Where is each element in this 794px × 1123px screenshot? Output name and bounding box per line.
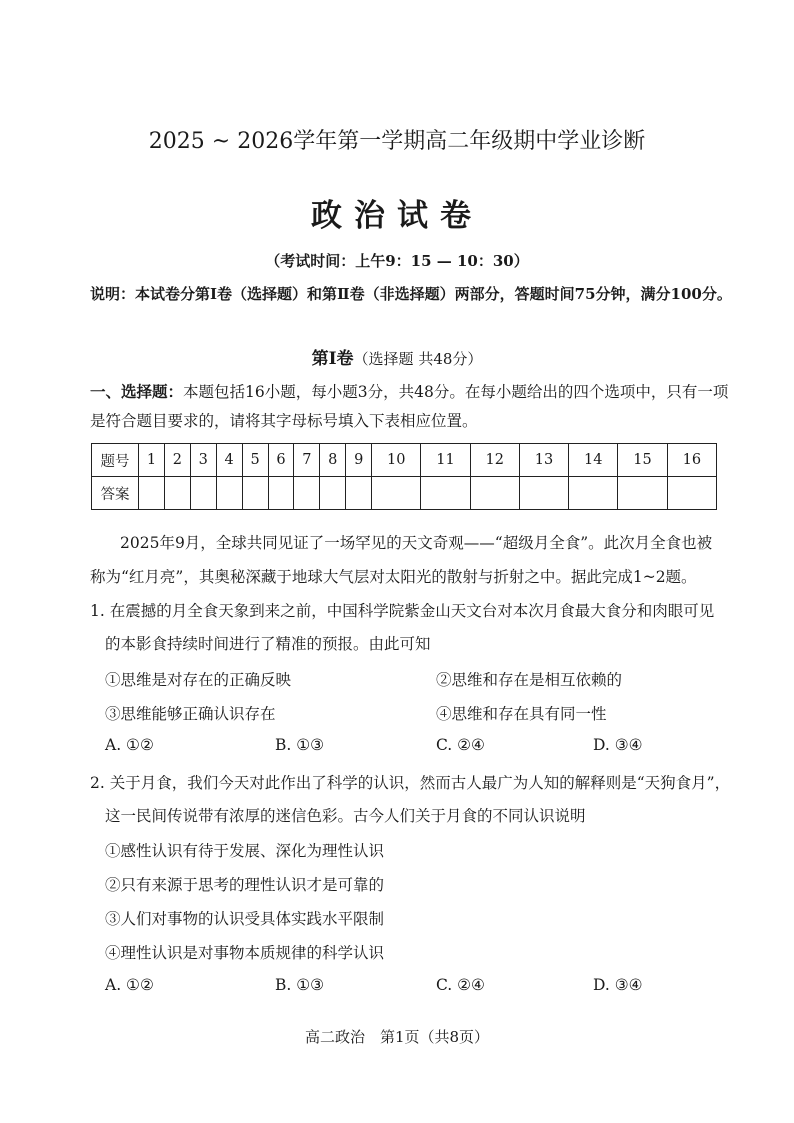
question-2-item-3: ③人们对事物的认识受具体实践水平限制 xyxy=(105,910,385,928)
question-number-cell: 8 xyxy=(320,444,346,477)
question-number-cell: 12 xyxy=(470,444,519,477)
answer-cell[interactable] xyxy=(421,477,470,510)
question-1-choice-a[interactable]: A. ①② xyxy=(105,736,154,754)
answer-cell[interactable] xyxy=(139,477,165,510)
question-2-stem-line1: 2. 关于月食，我们今天对此作出了科学的认识，然而古人最广为人知的解释则是“天狗食月”， xyxy=(90,774,731,792)
page-footer: 高二政治 第1页（共8页） xyxy=(304,1028,490,1046)
question-2-choice-d[interactable]: D. ③④ xyxy=(593,976,643,994)
exam-note: 说明：本试卷分第Ⅰ卷（选择题）和第Ⅱ卷（非选择题）两部分，答题时间75分钟，满分100分。 xyxy=(90,285,732,303)
answer-cell[interactable] xyxy=(190,477,216,510)
passage-line1: 2025年9月，全球共同见证了一场罕见的天文奇观——“超级月全食”。此次月全食也被 xyxy=(120,534,713,552)
question-number-cell: 1 xyxy=(139,444,165,477)
question-number-cell: 15 xyxy=(618,444,667,477)
part-heading xyxy=(0,344,794,369)
question-1-choice-d[interactable]: D. ③④ xyxy=(593,736,643,754)
question-1-item-4: ④思维和存在具有同一性 xyxy=(436,705,607,723)
answer-cell[interactable] xyxy=(519,477,568,510)
answer-cell[interactable] xyxy=(667,477,716,510)
question-2-stem-line2: 这一民间传说带有浓厚的迷信色彩。古今人们关于月食的不同认识说明 xyxy=(105,807,586,825)
answer-cell[interactable] xyxy=(216,477,242,510)
question-number-cell: 9 xyxy=(346,444,372,477)
question-number-cell: 6 xyxy=(268,444,294,477)
question-1-item-2: ②思维和存在是相互依赖的 xyxy=(436,671,623,689)
answer-cell[interactable] xyxy=(372,477,421,510)
question-number-cell: 14 xyxy=(569,444,618,477)
question-number-cell: 16 xyxy=(667,444,716,477)
section-label: 一、选择题： xyxy=(90,382,184,401)
question-2-choice-a[interactable]: A. ①② xyxy=(105,976,154,994)
section-instruction-text: 本题包括16小题，每小题3分，共48分。在每小题给出的四个选项中，只有一项 xyxy=(183,383,729,401)
exam-title: 2025 ~ 2026学年第一学期高二年级期中学业诊断 xyxy=(148,129,646,154)
answer-cell[interactable] xyxy=(618,477,667,510)
answer-cell[interactable] xyxy=(569,477,618,510)
question-number-cell: 5 xyxy=(242,444,268,477)
row-label-answer: 答案 xyxy=(92,477,139,510)
question-1-item-1: ①思维是对存在的正确反映 xyxy=(105,671,292,689)
question-1-stem-line2: 的本影食持续时间进行了精准的预报。由此可知 xyxy=(105,635,431,653)
answer-table-answer-row xyxy=(92,477,717,510)
answer-cell[interactable] xyxy=(320,477,346,510)
question-number-cell: 11 xyxy=(421,444,470,477)
question-number-cell: 10 xyxy=(372,444,421,477)
answer-cell[interactable] xyxy=(242,477,268,510)
answer-table xyxy=(91,443,717,510)
answer-cell[interactable] xyxy=(346,477,372,510)
part-subtitle: （选择题 共48分） xyxy=(353,350,483,368)
question-number-cell: 2 xyxy=(164,444,190,477)
question-2-item-4: ④理性认识是对事物本质规律的科学认识 xyxy=(105,944,385,962)
row-label-number: 题号 xyxy=(92,444,139,477)
subject-title: 政治试卷 xyxy=(311,198,483,234)
passage-line2: 称为“红月亮”，其奥秘深藏于地球大气层对太阳光的散射与折射之中。据此完成1~2题。 xyxy=(90,568,697,586)
question-number-cell: 7 xyxy=(294,444,320,477)
exam-time: （考试时间：上午9：15 — 10：30） xyxy=(265,252,529,270)
section-instruction-line1 xyxy=(90,380,728,402)
answer-cell[interactable] xyxy=(164,477,190,510)
question-1-stem-line1: 1. 在震撼的月全食天象到来之前，中国科学院紫金山天文台对本次月食最大食分和肉眼可见 xyxy=(90,602,715,620)
answer-cell[interactable] xyxy=(470,477,519,510)
part-title: 第Ⅰ卷 xyxy=(311,349,354,369)
question-2-item-2: ②只有来源于思考的理性认识才是可靠的 xyxy=(105,876,385,894)
question-1-choice-b[interactable]: B. ①③ xyxy=(275,736,325,754)
question-1-item-3: ③思维能够正确认识存在 xyxy=(105,705,276,723)
question-number-cell: 13 xyxy=(519,444,568,477)
section-instruction-line2: 是符合题目要求的，请将其字母标号填入下表相应位置。 xyxy=(90,412,478,430)
answer-cell[interactable] xyxy=(268,477,294,510)
question-2-choice-c[interactable]: C. ②④ xyxy=(436,976,485,994)
question-2-item-1: ①感性认识有待于发展、深化为理性认识 xyxy=(105,842,385,860)
answer-table-number-row xyxy=(92,444,717,477)
question-1-choice-c[interactable]: C. ②④ xyxy=(436,736,485,754)
question-number-cell: 4 xyxy=(216,444,242,477)
question-number-cell: 3 xyxy=(190,444,216,477)
answer-cell[interactable] xyxy=(294,477,320,510)
question-2-choice-b[interactable]: B. ①③ xyxy=(275,976,325,994)
